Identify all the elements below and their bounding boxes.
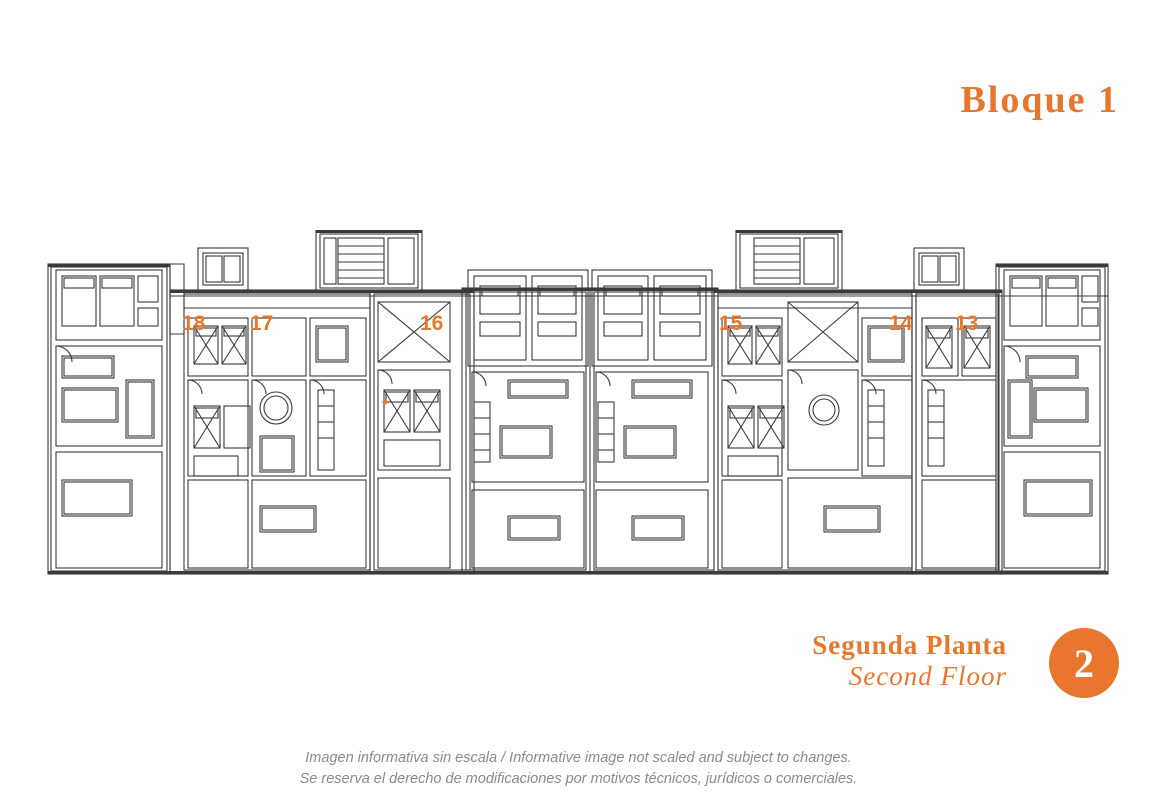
disclaimer-line-2: Se reserva el derecho de modificaciones por motivos técnicos, jurídicos o comerciales. <box>299 771 858 787</box>
floor-name-en: Second Floor <box>848 661 1007 691</box>
unit-label-14: 14 <box>889 312 913 335</box>
unit-label-18: 18 <box>182 312 206 335</box>
disclaimer-line-1: Imagen informativa sin escala / Informative image not scaled and subject to changes. <box>305 750 852 766</box>
floor-name-es: Segunda Planta <box>812 630 1007 660</box>
floor-plan-drawing <box>38 230 1118 600</box>
unit-label-15: 15 <box>719 312 743 335</box>
floor-caption <box>587 630 1007 692</box>
unit-label-16: 16 <box>420 312 444 335</box>
page-title: Bloque 1 <box>960 79 1119 121</box>
disclaimer <box>0 748 1157 790</box>
floor-number-badge: 2 <box>1049 628 1119 698</box>
unit-label-13: 13 <box>955 312 979 335</box>
unit-label-17: 17 <box>250 312 274 335</box>
